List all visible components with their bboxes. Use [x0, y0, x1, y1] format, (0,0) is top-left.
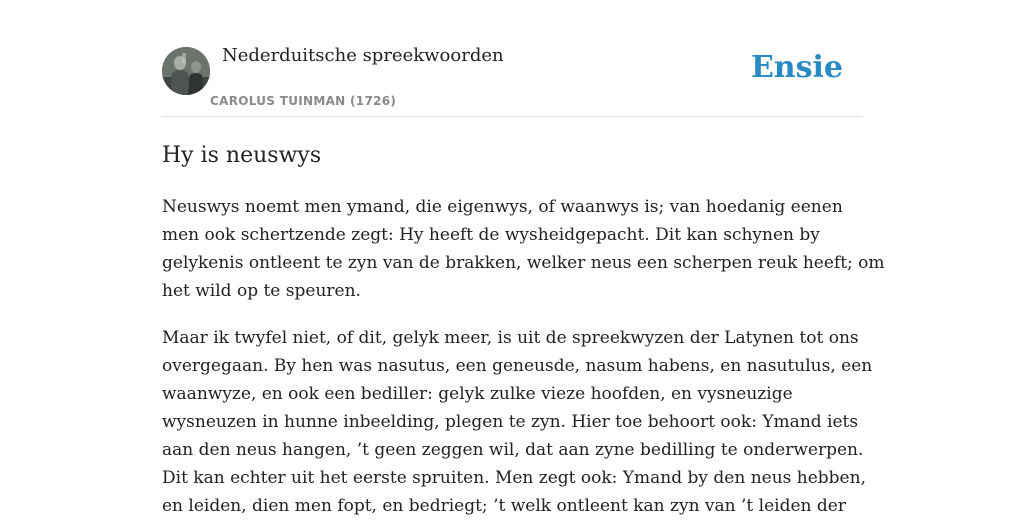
- article-paragraph: [162, 324, 873, 520]
- book-header: [162, 0, 862, 117]
- paragraph-line: het wild op te speuren.: [162, 281, 361, 301]
- paragraph-line: men ook schertzende zegt: Hy heeft de wysheidgepacht. Dit kan schynen by: [162, 225, 820, 245]
- article-body: [162, 193, 885, 520]
- paragraph-line: overgegaan. By hen was nasutus, een geneusde, nasum habens, en nasutulus, een: [162, 356, 873, 376]
- author-portrait-icon[interactable]: [162, 47, 210, 95]
- paragraph-line: Dit kan echter uit het eerste spruiten. Men zegt ook: Ymand by den neus hebben,: [162, 468, 866, 488]
- paragraph-line: en leiden, dien men fopt, en bedriegt; ’t welk ontleent kan zyn van ’t leiden der: [162, 496, 846, 516]
- paragraph-line: aan den neus hangen, ’t geen zeggen wil, dat aan zyne bedilling te onderwerpen.: [162, 440, 864, 460]
- paragraph-line: wysneuzen in hunne inbeelding, plegen te zyn. Hier toe behoort ook: Ymand iets: [162, 412, 859, 432]
- paragraph-line: Neuswys noemt men ymand, die eigenwys, of waanwys is; van hoedanig eenen: [162, 197, 843, 217]
- author-name[interactable]: CAROLUS TUINMAN (1726): [210, 94, 397, 108]
- page-container: [162, 0, 885, 520]
- paragraph-line: gelykenis ontleent te zyn van de brakken, welker neus een scherpen reuk heeft; om: [162, 253, 885, 273]
- article-paragraph: [162, 193, 885, 305]
- book-title[interactable]: Nederduitsche spreekwoorden: [222, 45, 504, 66]
- article-title: Hy is neuswys: [162, 143, 322, 168]
- site-logo[interactable]: Ensie: [750, 50, 843, 85]
- paragraph-line: waanwyze, en ook een bediller: gelyk zulke vieze hoofden, en vysneuzige: [162, 384, 793, 404]
- paragraph-line: Maar ik twyfel niet, of dit, gelyk meer, is uit de spreekwyzen der Latynen tot ons: [162, 328, 859, 348]
